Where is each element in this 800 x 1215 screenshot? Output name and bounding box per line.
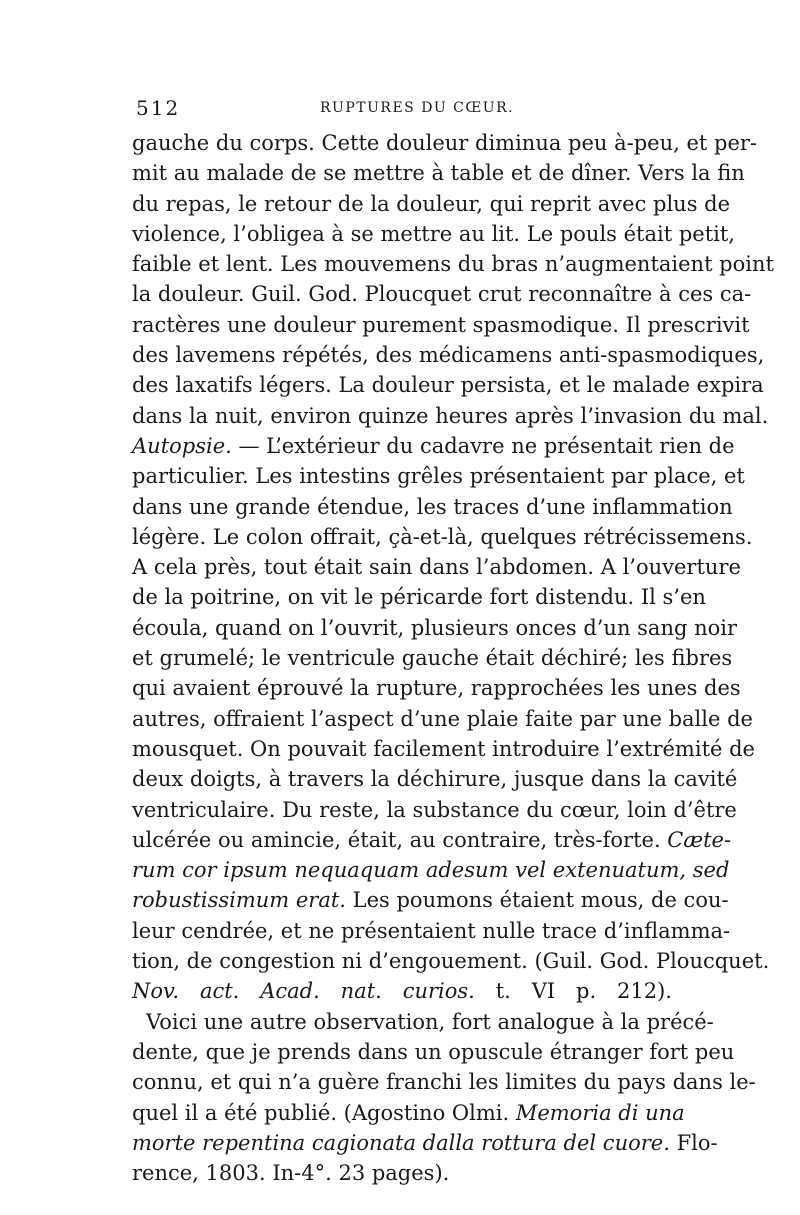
text-line — [132, 1158, 672, 1188]
text-line — [132, 340, 765, 370]
text-span: dans une grande étendue, les traces d’une inflammation — [132, 494, 733, 519]
text-line — [132, 128, 758, 158]
text-line — [132, 825, 732, 855]
text-span: particulier. Les intestins grêles présentaient par place, et — [132, 464, 745, 489]
text-line — [132, 189, 731, 219]
text-line — [132, 1098, 685, 1128]
text-line — [132, 916, 731, 946]
italic-text: robustissimum erat. — [132, 888, 346, 913]
italic-text: Cæte- — [667, 827, 732, 852]
text-line — [132, 1037, 735, 1067]
text-span: la douleur. Guil. God. Ploucquet crut reconnaître à ces ca- — [132, 282, 752, 307]
text-span: tion, de congestion ni d’engouement. (Guil. God. Ploucquet. — [132, 949, 770, 974]
text-span: connu, et qui n’a guère franchi les limites du pays dans le- — [132, 1070, 756, 1095]
page-number: 512 — [136, 96, 181, 120]
text-span: dente, que je prends dans un opuscule étranger fort peu — [132, 1039, 735, 1064]
text-line — [132, 673, 741, 703]
text-line — [132, 552, 741, 582]
text-line — [132, 613, 738, 643]
text-span: écoula, quand on l’ouvrit, plusieurs onces d’un sang noir — [132, 615, 738, 640]
body-text — [132, 128, 774, 1188]
text-span: — L’extérieur du cadavre ne présentait rien de — [231, 433, 735, 458]
text-line — [132, 310, 750, 340]
text-span: Les poumons étaient mous, de cou- — [345, 888, 729, 913]
text-line — [132, 885, 729, 915]
italic-text: Nov. act. Acad. nat. curios. — [132, 979, 475, 1004]
page-header — [136, 96, 666, 122]
text-span: des laxatifs légers. La douleur persista, et le malade expira — [132, 373, 764, 398]
text-line — [132, 522, 753, 552]
text-line — [132, 643, 733, 673]
text-span: quel il a été publié. (Agostino Olmi. — [132, 1100, 516, 1125]
italic-text: Autopsie. — [132, 433, 232, 458]
text-line — [132, 401, 769, 431]
text-line — [132, 249, 774, 279]
text-span: des lavemens répétés, des médicamens anti-spasmodiques, — [132, 343, 765, 368]
text-line — [132, 795, 737, 825]
text-span: Flo- — [669, 1130, 718, 1155]
text-span: légère. Le colon offrait, çà-et-là, quelques rétrécissemens. — [132, 524, 753, 549]
text-line — [132, 1128, 718, 1158]
text-span: autres, offraient l’aspect d’une plaie faite par une balle de — [132, 706, 753, 731]
text-span: dans la nuit, environ quinze heures après l’invasion du mal. — [132, 403, 769, 428]
text-line — [132, 461, 745, 491]
italic-text: Memoria di una — [515, 1100, 685, 1125]
text-line — [132, 370, 764, 400]
text-span: ractères une douleur purement spasmodique. Il prescrivit — [132, 312, 750, 337]
text-span: rence, 1803. In-4°. 23 pages). — [132, 1161, 450, 1186]
text-line — [132, 704, 753, 734]
text-line — [132, 158, 745, 188]
text-span: qui avaient éprouvé la rupture, rapprochées les unes des — [132, 676, 741, 701]
running-head: RUPTURES DU CŒUR. — [320, 100, 515, 116]
text-span: mit au malade de se mettre à table et de dîner. Vers la fin — [132, 161, 745, 186]
text-span: Voici une autre observation, fort analogue à la précé- — [146, 1009, 714, 1034]
text-span: violence, l’obligea à se mettre au lit. Le pouls était petit, — [132, 221, 735, 246]
text-span: deux doigts, à travers la déchirure, jusque dans la cavité — [132, 767, 738, 792]
italic-text: morte repentina cagionata dalla rottura del cuore. — [132, 1130, 670, 1155]
text-line — [132, 734, 755, 764]
text-span: t. VI p. 212). — [474, 979, 672, 1004]
text-span: ventriculaire. Du reste, la substance du cœur, loin d’être — [132, 797, 737, 822]
text-line — [132, 764, 738, 794]
text-line — [132, 946, 770, 976]
text-span: ulcérée ou amincie, était, au contraire, très-forte. — [132, 827, 668, 852]
text-span: du repas, le retour de la douleur, qui reprit avec plus de — [132, 191, 731, 216]
text-span: mousquet. On pouvait facilement introduire l’extrémité de — [132, 736, 755, 761]
text-line — [132, 431, 735, 461]
text-line — [132, 279, 752, 309]
italic-text: rum cor ipsum nequaquam adesum vel extenuatum, sed — [132, 858, 730, 883]
text-line — [132, 1007, 714, 1037]
text-span: A cela près, tout était sain dans l’abdomen. A l’ouverture — [132, 555, 741, 580]
text-line — [132, 582, 706, 612]
text-span: de la poitrine, on vit le péricarde fort distendu. Il s’en — [132, 585, 706, 610]
text-line — [132, 976, 672, 1006]
text-line — [132, 492, 733, 522]
text-span: leur cendrée, et ne présentaient nulle trace d’inflamma- — [132, 918, 731, 943]
text-line — [132, 855, 730, 885]
text-span: gauche du corps. Cette douleur diminua peu à-peu, et per- — [132, 131, 758, 155]
text-line — [132, 219, 735, 249]
text-span: faible et lent. Les mouvemens du bras n’augmentaient point — [132, 252, 774, 277]
text-line — [132, 1067, 756, 1097]
text-span: et grumelé; le ventricule gauche était déchiré; les fibres — [132, 646, 733, 671]
